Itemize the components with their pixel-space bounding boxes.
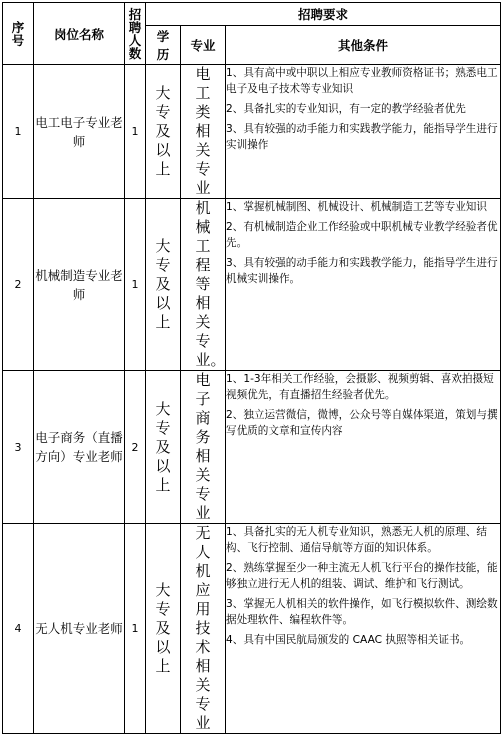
condition-item: 1、具有高中或中职以上相应专业教师资格证书；熟悉电工电子及电子技术等专业知识 — [226, 67, 498, 95]
condition-item: 2、独立运营微信，微博，公众号等自媒体渠道，策划与撰写优质的文章和宣传内容 — [226, 409, 498, 437]
header-requirements: 招聘要求 — [146, 3, 501, 26]
condition-item: 2、熟练掌握至少一种主流无人机飞行平台的操作技能，能够独立进行无人机的组装、调试、维护和飞行测试。 — [226, 562, 498, 590]
header-major: 专业 — [181, 26, 226, 65]
row-education: 大专及以上 — [146, 524, 181, 734]
row-conditions — [226, 371, 501, 524]
row-seq: 4 — [3, 524, 34, 734]
recruitment-table — [2, 2, 501, 734]
row-major: 电工类相关专业 — [181, 65, 226, 199]
row-position: 电子商务（直播方向）专业老师 — [34, 371, 125, 524]
table-row — [3, 199, 501, 371]
condition-item: 3、具有较强的动手能力和实践教学能力，能指导学生进行机械实训操作。 — [226, 257, 498, 285]
row-position: 无人机专业老师 — [34, 524, 125, 734]
row-position: 电工电子专业老师 — [34, 65, 125, 199]
condition-item: 2、具备扎实的专业知识，有一定的教学经验者优先 — [226, 103, 466, 115]
row-count: 1 — [125, 524, 146, 734]
condition-item: 1、1-3年相关工作经验，会摄影、视频剪辑、喜欢拍摄短视频优先，有直播招生经验者优先。 — [226, 373, 494, 401]
table-row — [3, 524, 501, 734]
condition-item: 3、掌握无人机相关的软件操作，如飞行模拟软件、测绘数据处理软件、编程软件等。 — [226, 598, 498, 626]
header-education: 学历 — [146, 26, 181, 65]
row-education: 大专及以上 — [146, 199, 181, 371]
row-seq: 3 — [3, 371, 34, 524]
header-other: 其他条件 — [226, 26, 501, 65]
table-row — [3, 65, 501, 199]
row-seq: 2 — [3, 199, 34, 371]
row-count: 1 — [125, 65, 146, 199]
row-major: 无人机应用技术相关专业 — [181, 524, 226, 734]
row-major: 电子商务相关专业 — [181, 371, 226, 524]
row-seq: 1 — [3, 65, 34, 199]
condition-item: 3、具有较强的动手能力和实践教学能力，能指导学生进行实训操作 — [226, 123, 498, 151]
condition-item: 2、有机械制造企业工作经验或中职机械专业教学经验者优先。 — [226, 221, 498, 249]
table-row — [3, 371, 501, 524]
row-major: 机械工程等相关专业。 — [181, 199, 226, 371]
row-education: 大专及以上 — [146, 65, 181, 199]
row-conditions — [226, 199, 501, 371]
condition-item: 1、掌握机械制图、机械设计、机械制造工艺等专业知识 — [226, 201, 487, 213]
row-position: 机械制造专业老师 — [34, 199, 125, 371]
row-conditions — [226, 65, 501, 199]
row-count: 2 — [125, 371, 146, 524]
header-position: 岗位名称 — [34, 3, 125, 65]
header-count: 招聘人数 — [125, 3, 146, 65]
condition-item: 1、具备扎实的无人机专业知识，熟悉无人机的原理、结构、飞行控制、通信导航等方面的知识体系。 — [226, 526, 487, 554]
row-education: 大专及以上 — [146, 371, 181, 524]
row-count: 1 — [125, 199, 146, 371]
header-seq: 序号 — [3, 3, 34, 65]
row-conditions — [226, 524, 501, 734]
condition-item: 4、具有中国民航局颁发的 CAAC 执照等相关证书。 — [226, 634, 471, 646]
